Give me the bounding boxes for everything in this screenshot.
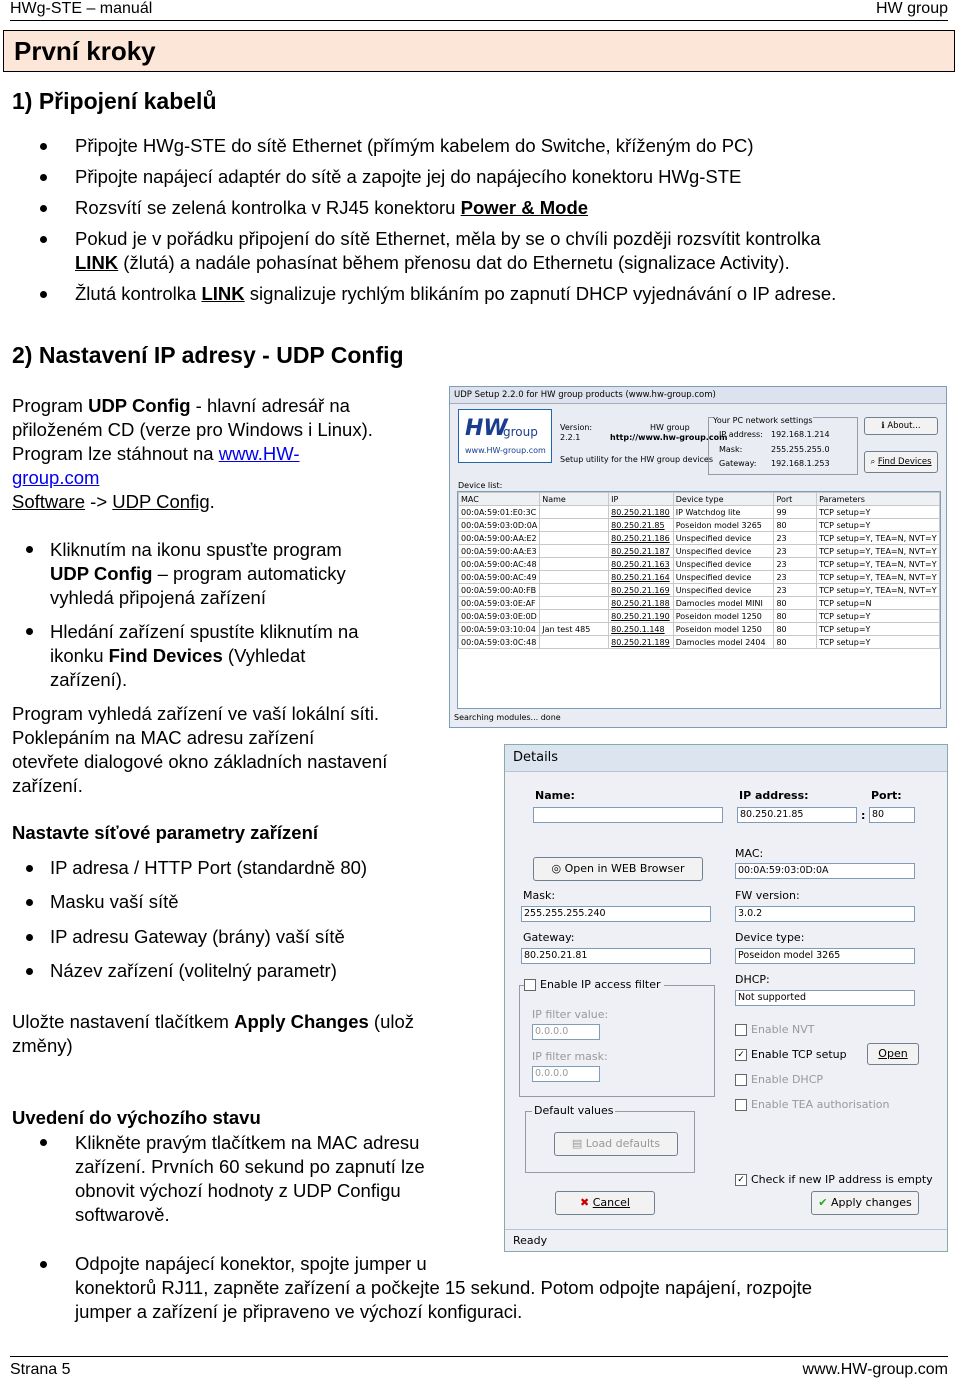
details-status-bar [505, 1229, 947, 1252]
table-cell: TCP setup=Y, TEA=N, NVT=Y [817, 545, 940, 558]
udp-config-label: UDP Config [88, 395, 191, 416]
table-cell [540, 545, 609, 558]
table-cell: 23 [774, 532, 817, 545]
table-cell: 80.250.21.85 [609, 519, 674, 532]
pc-ip: 192.168.1.214 [771, 430, 830, 439]
software-link[interactable]: Software [12, 491, 86, 512]
text: Poklepáním na MAC adresu zařízení [12, 727, 315, 748]
mask-label: Mask: [719, 445, 743, 454]
about-button[interactable] [864, 417, 938, 435]
table-cell: 99 [774, 506, 817, 519]
check-empty-label: Check if new IP address is empty [751, 1173, 933, 1186]
text: otevřete dialogové okno základních nastavení [12, 751, 388, 772]
udp-status: Searching modules... done [454, 713, 561, 722]
header-company: HW group [875, 0, 948, 17]
apply-changes-button[interactable] [811, 1191, 919, 1215]
fw-version-label: FW version: [735, 889, 800, 902]
table-cell: 80.250.21.190 [609, 610, 674, 623]
table-cell: 00:0A:59:03:0E:AF [459, 597, 540, 610]
mask-label: Mask: [523, 889, 556, 902]
step-link-led [75, 227, 935, 275]
table-cell: 00:0A:59:03:0C:48 [459, 636, 540, 649]
apply-changes-label: Apply Changes [234, 1011, 369, 1032]
apply-label: Apply changes [830, 1196, 912, 1209]
bullet-icon [40, 1139, 47, 1146]
section-banner: První kroky [3, 30, 955, 72]
colon-separator: : [861, 809, 866, 822]
logo-group: group [503, 425, 538, 439]
table-cell: 80 [774, 610, 817, 623]
table-cell: Unspecified device [673, 558, 774, 571]
search-description [12, 702, 452, 798]
bullet-icon [40, 1261, 47, 1268]
version-value: 2.2.1 [560, 433, 581, 442]
udp-config-label: UDP Config [50, 563, 153, 584]
about-label: About... [887, 421, 921, 431]
gateway-field[interactable]: 80.250.21.81 [521, 948, 711, 964]
version-label: Version: [560, 423, 593, 432]
company-web: http://www.hw-group.com [610, 433, 728, 442]
table-cell [540, 506, 609, 519]
table-cell: 80.250.21.188 [609, 597, 674, 610]
table-cell: TCP setup=Y, TEA=N, NVT=Y [817, 584, 940, 597]
table-cell: 00:0A:59:03:0D:0A [459, 519, 540, 532]
table-cell: TCP setup=Y, TEA=N, NVT=Y [817, 558, 940, 571]
checkmark-icon: ✓ [735, 1049, 747, 1061]
enable-tcp-label: Enable TCP setup [751, 1048, 847, 1061]
checkmark-icon: ✓ [735, 1174, 747, 1186]
step-connect-ethernet: Připojte HWg-STE do sítě Ethernet (přímým kabelem do Switche, kříženým do PC) [75, 135, 754, 156]
ip-filter-checkbox[interactable] [524, 978, 664, 991]
website-link-cont[interactable]: group.com [12, 467, 100, 488]
udp-config-intro [12, 394, 442, 514]
table-cell: TCP setup=Y [817, 519, 940, 532]
column-header[interactable]: IP [609, 493, 674, 506]
device-type-label: Device type: [735, 931, 805, 944]
text: . [209, 491, 215, 512]
search-icon: ⌕ [870, 457, 878, 467]
text: - hlavní adresář na [190, 395, 350, 416]
table-row[interactable] [459, 623, 940, 636]
table-cell [540, 610, 609, 623]
mac-label: MAC: [735, 847, 764, 860]
table-cell: 80.250.21.169 [609, 584, 674, 597]
table-row[interactable] [459, 571, 940, 584]
cancel-label: Cancel [592, 1196, 630, 1209]
table-cell: TCP setup=Y, TEA=N, NVT=Y [817, 571, 940, 584]
step-yellow-led [75, 282, 836, 306]
table-cell: TCP setup=Y [817, 623, 940, 636]
enable-tea-checkbox[interactable] [735, 1098, 890, 1111]
reset-step-jumper [75, 1252, 945, 1324]
table-row[interactable] [459, 519, 940, 532]
table-cell: Jan test 485 [540, 623, 609, 636]
enable-nvt-checkbox[interactable] [735, 1023, 814, 1036]
details-status: Ready [513, 1234, 548, 1247]
load-defaults-label: Load defaults [585, 1137, 661, 1150]
enable-tea-label: Enable TEA authorisation [751, 1098, 890, 1111]
bullet-icon [26, 546, 33, 553]
text: ikonku [50, 645, 109, 666]
column-header[interactable]: Parameters [817, 493, 940, 506]
table-cell: 80 [774, 636, 817, 649]
dhcp-label: DHCP: [735, 973, 770, 986]
table-cell: 00:0A:59:00:A0:FB [459, 584, 540, 597]
header-title: HWg-STE – manuál [10, 0, 153, 17]
text: Odpojte napájecí konektor, spojte jumper u [75, 1253, 427, 1274]
table-cell [540, 636, 609, 649]
table-cell: 80 [774, 519, 817, 532]
table-cell: 23 [774, 571, 817, 584]
text: -> [85, 491, 113, 512]
section2-title: 2) Nastavení IP adresy - UDP Config [12, 342, 404, 368]
text: Program lze stáhnout na [12, 443, 219, 464]
name-label: Name: [535, 789, 575, 802]
bullet-icon [26, 934, 33, 941]
table-cell: Poseidon model 1250 [673, 610, 774, 623]
bullet-icon [40, 174, 47, 181]
text: (Vyhledat [222, 645, 306, 666]
name-field[interactable] [533, 807, 723, 823]
close-icon: ✖ [580, 1196, 593, 1209]
tagline: Setup utility for the HW group devices [560, 455, 714, 464]
table-cell: Unspecified device [673, 532, 774, 545]
column-header[interactable]: Name [540, 493, 609, 506]
gateway-label: Gateway: [523, 931, 575, 944]
footer-website: www.HW-group.com [802, 1361, 948, 1378]
ip-filter-mask-label: IP filter mask: [532, 1050, 608, 1063]
table-cell: 80.250.21.164 [609, 571, 674, 584]
bullet-icon [40, 205, 47, 212]
table-cell: TCP setup=N [817, 597, 940, 610]
device-list-label: Device list: [458, 481, 503, 490]
logo-hw: HW [465, 416, 508, 441]
bullet-icon [26, 899, 33, 906]
text: přiloženém CD (verze pro Windows i Linux). [12, 419, 373, 440]
table-cell [540, 532, 609, 545]
default-values-label: Default values [534, 1104, 614, 1117]
port-field[interactable]: 80 [869, 807, 915, 823]
checkbox-icon [735, 1074, 747, 1086]
table-row[interactable] [459, 584, 940, 597]
ip-address-field[interactable]: 80.250.21.85 [737, 807, 857, 823]
table-row[interactable] [459, 636, 940, 649]
bullet-icon [26, 865, 33, 872]
hw-group-logo [458, 409, 552, 463]
text: konektorů RJ11, zapněte zařízení a počkejte 15 sekund. Potom odpojte napájení, rozpojte [75, 1277, 813, 1298]
step-run-udp-config [50, 538, 440, 610]
net-title: Your PC network settings [713, 416, 813, 425]
globe-icon: ◎ [551, 862, 565, 875]
table-row[interactable] [459, 532, 940, 545]
open-button[interactable] [867, 1043, 919, 1065]
bullet-icon [40, 291, 47, 298]
load-defaults-button[interactable] [554, 1132, 678, 1156]
table-cell: 00:0A:59:00:AC:48 [459, 558, 540, 571]
table-cell: Damocles model MINI [673, 597, 774, 610]
table-cell [540, 571, 609, 584]
udp-window-title: UDP Setup 2.2.0 for HW group products (www.hw-group.com) [450, 387, 946, 404]
table-cell: 23 [774, 558, 817, 571]
table-cell [540, 519, 609, 532]
table-cell: Poseidon model 3265 [673, 519, 774, 532]
enable-dhcp-label: Enable DHCP [751, 1073, 824, 1086]
enable-dhcp-checkbox[interactable] [735, 1073, 823, 1086]
info-icon: ℹ [881, 421, 888, 431]
param-mask: Masku vaší sítě [50, 891, 179, 912]
save-instructions [12, 1010, 482, 1058]
text: Pokud je v pořádku připojení do sítě Ethernet, měla by se o chvíli později rozsvítit kontrolka [75, 228, 821, 249]
text: změny) [12, 1035, 73, 1056]
text: zařízení. Prvních 60 sekund po zapnutí lze [75, 1156, 425, 1177]
table-cell: 00:0A:59:03:0E:0D [459, 610, 540, 623]
checkbox-icon [524, 979, 536, 991]
table-cell: 00:0A:59:01:E0:3C [459, 506, 540, 519]
step-find-devices [50, 620, 440, 692]
apply-icon: ✔ [818, 1196, 831, 1209]
company-name: HW group [650, 423, 690, 432]
text: Rozsvítí se zelená kontrolka v RJ45 konektoru [75, 197, 461, 218]
table-cell: Unspecified device [673, 571, 774, 584]
text: jumper a zařízení je připraveno ve výchozí konfiguraci. [75, 1301, 523, 1322]
table-cell: 00:0A:59:00:AA:E3 [459, 545, 540, 558]
text: (žlutá) a nadále pohasínat během přenosu dat do Ethernetu (signalizace Activity). [118, 252, 790, 273]
bullet-icon [26, 628, 33, 635]
text: Kliknutím na ikonu spusťte program [50, 539, 342, 560]
table-cell: Damocles model 2404 [673, 636, 774, 649]
device-list[interactable] [457, 491, 941, 709]
text: Uložte nastavení tlačítkem [12, 1011, 235, 1032]
text: zařízení. [12, 775, 83, 796]
ip-filter-group [519, 978, 715, 1097]
ip-filter-value-label: IP filter value: [532, 1008, 609, 1021]
pc-gateway: 192.168.1.253 [771, 459, 830, 468]
bullet-icon [40, 143, 47, 150]
udp-setup-window [449, 386, 947, 728]
reset-heading: Uvedení do výchozího stavu [12, 1107, 261, 1128]
text: obnovit výchozí hodnoty z UDP Configu [75, 1180, 401, 1201]
table-cell: 80.250.1.148 [609, 623, 674, 636]
table-cell: 80 [774, 597, 817, 610]
page-header [10, 0, 948, 21]
reset-step-software [75, 1131, 485, 1227]
enable-tcp-checkbox[interactable] [735, 1048, 847, 1061]
param-gateway: IP adresu Gateway (brány) vaší sítě [50, 926, 345, 947]
device-table [458, 492, 940, 649]
checkbox-icon [735, 1099, 747, 1111]
text: vyhledá připojená zařízení [50, 587, 266, 608]
load-icon: ▤ [571, 1137, 586, 1150]
open-web-label: Open in WEB Browser [564, 862, 685, 875]
table-cell: 00:0A:59:03:10:04 [459, 623, 540, 636]
table-cell: 80 [774, 623, 817, 636]
text: zařízení). [50, 669, 128, 690]
text: Program [12, 395, 89, 416]
table-cell: 80.250.21.180 [609, 506, 674, 519]
link-label: LINK [75, 252, 119, 273]
page-footer [10, 1356, 948, 1379]
text: Hledání zařízení spustíte kliknutím na [50, 621, 359, 642]
table-cell: 00:0A:59:00:AC:49 [459, 571, 540, 584]
open-label: Open [878, 1047, 908, 1060]
table-row[interactable] [459, 597, 940, 610]
dhcp-field: Not supported [735, 990, 915, 1006]
column-header[interactable]: MAC [459, 493, 540, 506]
text: Žlutá kontrolka [75, 283, 202, 304]
cancel-button[interactable] [555, 1191, 655, 1215]
table-cell: 80.250.21.186 [609, 532, 674, 545]
table-row[interactable] [459, 558, 940, 571]
table-cell: 23 [774, 545, 817, 558]
check-empty-checkbox[interactable] [735, 1173, 933, 1186]
table-cell [540, 597, 609, 610]
table-cell: TCP setup=Y [817, 610, 940, 623]
section1-title: 1) Připojení kabelů [12, 88, 217, 114]
table-row[interactable] [459, 506, 940, 519]
text: Klikněte pravým tlačítkem na MAC adresu [75, 1132, 420, 1153]
bullet-icon [40, 236, 47, 243]
pc-mask: 255.255.255.0 [771, 445, 830, 454]
table-cell: 80.250.21.187 [609, 545, 674, 558]
table-cell: Unspecified device [673, 545, 774, 558]
table-cell: Poseidon model 1250 [673, 623, 774, 636]
ip-filter-mask-field[interactable]: 0.0.0.0 [532, 1066, 600, 1082]
table-cell: TCP setup=Y [817, 506, 940, 519]
udp-config-link[interactable]: UDP Config [112, 491, 210, 512]
details-title: Details [505, 745, 947, 772]
default-values-group [525, 1104, 695, 1173]
table-cell: Unspecified device [673, 584, 774, 597]
find-devices-label: Find Devices [108, 645, 223, 666]
port-label: Port: [871, 789, 902, 802]
table-cell: 23 [774, 584, 817, 597]
bullet-icon [26, 968, 33, 975]
gateway-label: Gateway: [719, 459, 757, 468]
details-dialog [504, 744, 948, 1252]
logo-web: www.HW-group.com [465, 446, 546, 455]
mac-field: 00:0A:59:03:0D:0A [735, 863, 915, 879]
param-device-name: Název zařízení (volitelný parametr) [50, 960, 337, 981]
table-cell: TCP setup=Y, TEA=N, NVT=Y [817, 532, 940, 545]
table-cell: 00:0A:59:00:AA:E2 [459, 532, 540, 545]
table-cell: 80.250.21.189 [609, 636, 674, 649]
table-cell [540, 584, 609, 597]
device-type-field: Poseidon model 3265 [735, 948, 915, 964]
table-cell [540, 558, 609, 571]
mask-field[interactable]: 255.255.255.240 [521, 906, 711, 922]
website-link[interactable]: www.HW- [218, 443, 300, 464]
table-row[interactable] [459, 610, 940, 623]
checkbox-icon [735, 1024, 747, 1036]
text: (ulož [368, 1011, 415, 1032]
table-row[interactable] [459, 545, 940, 558]
fw-version-field: 3.0.2 [735, 906, 915, 922]
column-header[interactable]: Device type [673, 493, 774, 506]
text: – program automaticky [152, 563, 346, 584]
ip-label: IP address: [719, 430, 763, 439]
table-cell: TCP setup=Y [817, 636, 940, 649]
page-number: Strana 5 [10, 1361, 71, 1378]
step-green-led [75, 196, 588, 220]
power-mode-label: Power & Mode [460, 197, 589, 218]
link-label: LINK [201, 283, 245, 304]
ip-filter-value-field[interactable]: 0.0.0.0 [532, 1024, 600, 1040]
step-connect-power: Připojte napájecí adaptér do sítě a zapojte jej do napájecího konektoru HWg-STE [75, 166, 742, 187]
text: signalizuje rychlým blikáním po zapnutí DHCP vyjednávání o IP adrese. [244, 283, 837, 304]
table-cell: IP Watchdog lite [673, 506, 774, 519]
text: softwarově. [75, 1204, 170, 1225]
find-label: Find Devices [877, 457, 932, 467]
text: Program vyhledá zařízení ve vaší lokální síti. [12, 703, 380, 724]
param-ip-port: IP adresa / HTTP Port (standardně 80) [50, 857, 368, 878]
network-params-heading: Nastavte síťové parametry zařízení [12, 822, 319, 843]
open-web-browser-button[interactable] [533, 857, 703, 881]
column-header[interactable]: Port [774, 493, 817, 506]
ip-filter-label: Enable IP access filter [540, 978, 661, 991]
find-devices-button[interactable] [864, 451, 938, 473]
ip-address-label: IP address: [739, 789, 809, 802]
pc-network-group [708, 417, 858, 475]
table-cell: 80.250.21.163 [609, 558, 674, 571]
enable-nvt-label: Enable NVT [751, 1023, 815, 1036]
